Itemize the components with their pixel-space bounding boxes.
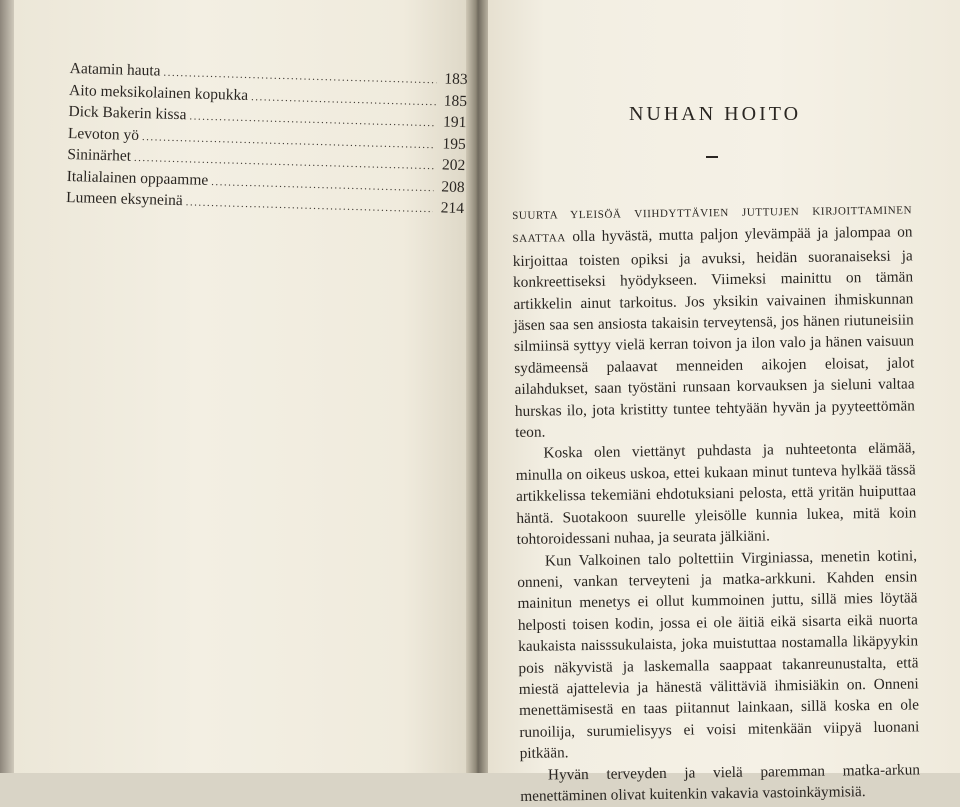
toc-entry-page: 202 — [441, 156, 466, 175]
toc-leader-dots — [211, 175, 434, 193]
toc-entry-page: 191 — [442, 113, 467, 132]
toc-entry-title: Aatamin hauta — [69, 60, 161, 80]
toc-leader-dots — [163, 67, 436, 87]
paragraph-text: olla hyvästä, mutta paljon ylevämpää ja jalompaa on kirjoittaa toisten opiksi ja avuksi, heidän suoranaiseksi ja konkreettiseksi hyödykseen. Viimeksi mainittu on tämän artikkelin ainut tarkoitus. Jos yksikin vaivainen ihmiskunnan jäsen saa sen ansiosta takaisin terveytensä, jos hänen riutuneisiin silmiinsä syttyy vielä kerran toivon ja ilon valo ja hänen vaisuun sydämeensä palaavat menneiden aikojen eloisat, jalot ailahdukset, saan työstäni runsaan korvauksen ja sieluni valtaa hurskas ilo, jota kristitty tuntee tehtyään hyvän ja pyyteettömän teon. — [512, 223, 915, 442]
toc-leader-dots — [134, 152, 434, 172]
toc-entry-page: 214 — [440, 199, 465, 218]
table-of-contents — [66, 60, 468, 222]
paragraph: Hyvän terveyden ja vielä paremman matka-arkun menettäminen olivat kuitenkin vakavia vastoinkäymisiä. — [520, 760, 921, 805]
chapter-body — [512, 198, 920, 807]
toc-entry-page: 195 — [442, 134, 467, 153]
book-gutter — [466, 0, 488, 773]
toc-entry-title: Dick Bakerin kissa — [68, 102, 187, 124]
toc-entry-title: Italialainen oppaamme — [66, 167, 209, 189]
paragraph: Kun Valkoinen talo poltettiin Virginiassa, menetin kotini, onneni, vankan terveyteni ja matka-arkkuni. Kahden ensin mainitun menetys ei ollut kummoinen juttu, sillä mies löytää helposti toisen kodin, jossa ei ole äitiä eikä sisarta eikä nuorta kaukaista naisssukulaista, joka muistuttaa nostamalla likäpyykin pois näkyvistä ja laskemalla saappaat takanreunustalta, että miestä ajattelevia ja hänestä välittäviä ihmisiäkin on. Onneni menettämisestä en taas piitannut lainkaan, sillä koska en ole runoilija, surumielisyys ei voisi mitenkään viipyä luonani pitkään. — [517, 546, 920, 763]
paragraph: Koska olen viettänyt puhdasta ja nuhteetonta elämää, minulla on oikeus uskoa, ettei kukaan minut tunteva hylkää tässä artikkelissa tekemiäni ehdotuksiani pelosta, että yritän huiputtaa häntä. Suotakoon suurelle yleisölle kunnia lukea, mitä koin tohtoroidessani nuhaa, ja seurata jälkiäni. — [515, 439, 917, 549]
title-ornament-dash — [706, 156, 718, 158]
toc-entry-title: Aito meksikolainen kopukka — [68, 81, 249, 104]
chapter-title: NUHAN HOITO — [628, 103, 802, 126]
toc-entry-page: 185 — [443, 91, 468, 110]
toc-leader-dots — [189, 110, 435, 129]
toc-entry-page: 183 — [444, 70, 468, 89]
opening-small-caps: SUURTA YLEISÖÄ VIIHDYTTÄVIEN JUTTUJEN KIRJOITTAMINEN SAATTAA — [512, 204, 913, 246]
toc-leader-dots — [251, 91, 436, 108]
toc-entry-title: Levoton yö — [67, 124, 140, 144]
toc-entry-page: 208 — [441, 177, 465, 196]
toc-leader-dots — [142, 131, 435, 151]
toc-entry-title: Sininärhet — [67, 145, 132, 165]
paragraph — [512, 198, 915, 443]
toc-entry-title: Lumeen eksyneinä — [65, 188, 183, 210]
toc-leader-dots — [186, 196, 434, 215]
page-edge — [0, 0, 14, 773]
